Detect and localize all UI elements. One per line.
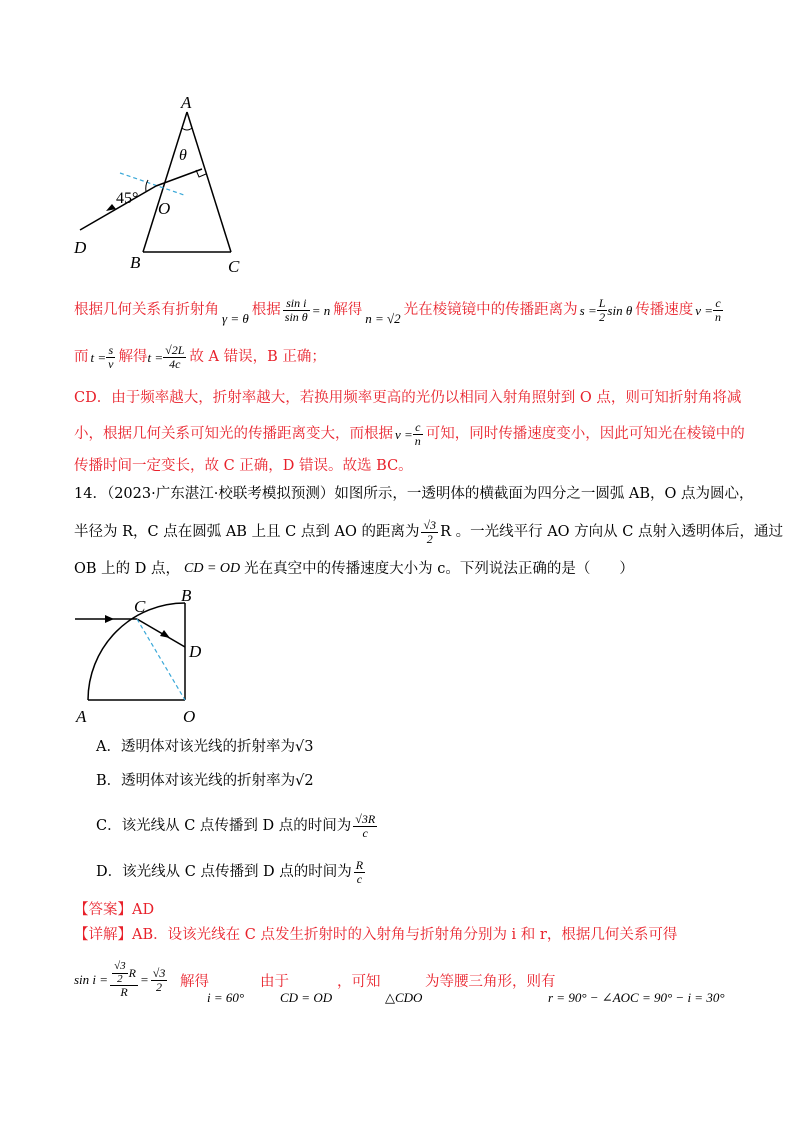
apex-angle-arc: [182, 128, 192, 130]
option-a[interactable]: A．透明体对该光线的折射率为√3: [96, 739, 314, 755]
option-c[interactable]: C．该光线从 C 点传播到 D 点的时间为 $\frac{√3R}{c}$: [96, 811, 376, 840]
detail-formula-sin: sin i = $\frac{√3}{2}$ R R = $\frac{√3}{2}$: [74, 960, 166, 1000]
label-o: O: [183, 707, 196, 726]
label-a: A: [76, 707, 87, 726]
detail-line-1: 【详解】AB．设该光线在 C 点发生折射时的入射角与折射角分别为 i 和 r，根据几何关系可得: [74, 927, 678, 943]
answer-line: 【答案】AD: [74, 902, 155, 918]
detail-word-solve: 解得: [180, 974, 209, 990]
solution-line-5: 传播时间一定变长，故 C 正确，D 错误。故选 BC。: [74, 458, 413, 474]
detail-eq-cd-od: CD = OD: [280, 990, 333, 1005]
option-d[interactable]: D．该光线从 C 点传播到 D 点的时间为 $\frac{R}{c}$: [96, 857, 364, 886]
label-c: C: [134, 597, 146, 616]
label-d: D: [189, 642, 202, 661]
refracted-ray: [156, 169, 202, 186]
detail-word-know: ，可知: [337, 974, 381, 990]
label-theta: θ: [179, 147, 187, 164]
detail-word-since: 由于: [260, 974, 289, 990]
label-b: B: [130, 253, 141, 272]
incident-arrow: [105, 615, 114, 623]
solution-line-4: 小，根据几何关系可知光的传播距离变大，而根据 v = $\frac{c}{n}$ 可知，同时传播速度变小，因此可知光在棱镜中的: [74, 419, 745, 448]
label-d: D: [74, 238, 87, 257]
radius-dashed-co: [137, 619, 185, 700]
question-14-line-3: OB 上的 D 点， CD = OD 光在真空中的传播速度大小为 c。下列说法正确的是（ ）: [74, 561, 634, 577]
label-a: A: [181, 93, 192, 112]
label-b: B: [181, 586, 192, 605]
detail-triangle-cdo: △CDO: [385, 990, 423, 1005]
quarter-circle-figure: [70, 585, 220, 730]
option-b[interactable]: B．透明体对该光线的折射率为√2: [96, 773, 314, 789]
solution-line-3: CD．由于频率越大，折射率越大，若换用频率更高的光仍以相同入射角照射到 O 点，则可知折射角将减: [74, 390, 742, 406]
question-14-line-2: 半径为 R，C 点在圆弧 AB 上且 C 点到 AO 的距离为 $\frac{√3}{2}$ R 。一光线平行 AO 方向从 C 点射入透明体后，通过: [74, 517, 783, 546]
refracted-ray-cd: [137, 619, 185, 647]
quarter-arc-ab: [88, 603, 185, 700]
solution-line-1: 根据几何关系有折射角 γ = θ 根据 $\frac{\text{sin i}}{\text{sin θ}}$ = n 解得 n = √2 光在棱镜镜中的传播距离为 s = $\frac{L}{2}$ sin θ 传播速度 v = $\frac{c}{n}$: [74, 295, 722, 326]
label-c: C: [228, 257, 240, 275]
prism-figure: [60, 90, 260, 275]
solution-line-2: 而 t = $\frac{s}{v}$ 解得 t = $\frac{√2L}{4c}$ 故 A 错误，B 正确；: [74, 342, 326, 371]
detail-eq-r: r = 90° − ∠AOC = 90° − i = 30°: [548, 990, 725, 1005]
prism-edge-ac: [187, 112, 231, 252]
question-14-line-1: 14．（2023·广东湛江·校联考模拟预测）如图所示，一透明体的横截面为四分之一圆弧 AB，O 点为圆心，: [74, 486, 754, 502]
refracted-arrow: [160, 630, 170, 638]
detail-word-isosceles: 为等腰三角形，则有: [425, 974, 556, 990]
label-45deg: 45°: [116, 190, 139, 207]
label-o: O: [158, 199, 171, 218]
detail-eq-i: i = 60°: [207, 990, 245, 1005]
